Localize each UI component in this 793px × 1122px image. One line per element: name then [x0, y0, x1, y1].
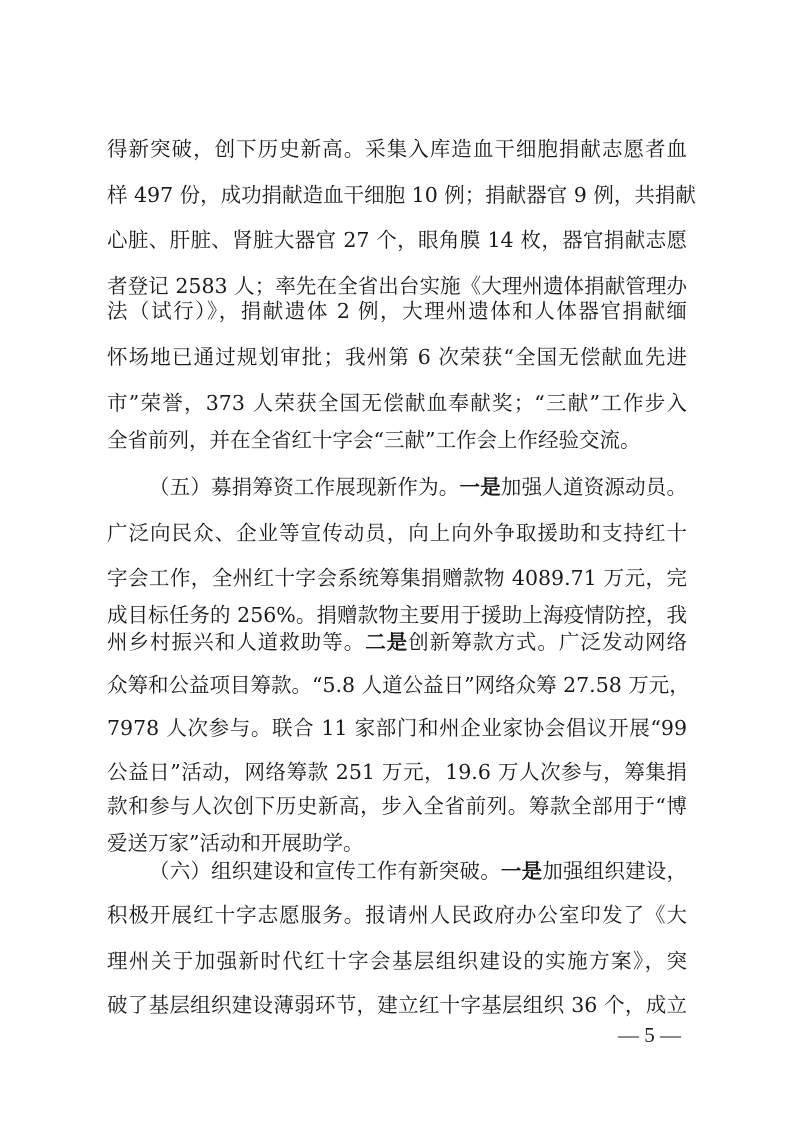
text-line: 得新突破，创下历史新高。采集入库造血干细胞捐献志愿者血 — [107, 137, 687, 161]
emphasis-label: 一是 — [500, 859, 543, 883]
emphasis-label: 一是 — [459, 475, 501, 499]
text-line: 众筹和公益项目筹款。“5.8 人道公益日”网络众筹 27.58 万元， — [107, 673, 690, 697]
text-line: 公益日”活动，网络筹款 251 万元，19.6 万人次参与，筹集捐 — [107, 760, 687, 784]
text-span: 州乡村振兴和人道救助等。 — [107, 630, 366, 654]
text-span: 加强人道资源动员。 — [500, 475, 688, 499]
text-line: 样 497 份，成功捐献造血干细胞 10 例；捐献器官 9 例，共捐献 — [107, 183, 696, 207]
text-line: 破了基层组织建设薄弱环节，建立红十字基层组织 36 个，成立 — [107, 993, 687, 1017]
text-line: 款和参与人次创下历史新高，步入全省前列。筹款全部用于“博 — [107, 794, 687, 818]
text-line: 者登记 2583 人；率先在全省出台实施《大理州遗体捐献管理办 — [107, 274, 687, 298]
section-heading: （六）组织建设和宣传工作有新突破。 — [149, 859, 501, 883]
text-line: 广泛向民众、企业等宣传动员，向上向外争取援助和支持红十 — [107, 521, 687, 545]
paragraph-heading-line — [149, 472, 687, 502]
text-span: 创新筹款方式。广泛发动网络 — [408, 630, 688, 654]
paragraph-heading-line — [149, 856, 687, 886]
text-line: 爱送万家”活动和开展助学。 — [107, 831, 364, 855]
text-line: 市”荣誉，373 人荣获全国无偿献血奉献奖；“三献”工作步入 — [107, 391, 687, 415]
text-line: 积极开展红十字志愿服务。报请州人民政府办公室印发了《大 — [107, 903, 687, 927]
text-span: 加强组织建设， — [542, 859, 688, 883]
text-line: 法（试行）》，捐献遗体 2 例，大理州遗体和人体器官捐献缅 — [107, 299, 687, 323]
section-heading: （五）募捐筹资工作展现新作为。 — [149, 475, 460, 499]
page-number: — 5 — — [618, 1023, 681, 1047]
text-line: 怀场地已通过规划审批；我州第 6 次荣获“全国无偿献血先进 — [107, 345, 687, 369]
text-line: 7978 人次参与。联合 11 家部门和州企业家协会倡议开展“99 — [107, 716, 687, 740]
text-line: 全省前列，并在全省红十字会“三献”工作会上作经验交流。 — [107, 428, 641, 452]
text-line: 理州关于加强新时代红十字会基层组织建设的实施方案》，突 — [107, 949, 687, 973]
emphasis-label: 二是 — [365, 630, 409, 654]
text-line: 心脏、肝脏、肾脏大器官 27 个，眼角膜 14 枚，器官捐献志愿 — [107, 228, 687, 252]
text-line: 成目标任务的 256%。捐赠款物主要用于援助上海疫情防控，我 — [107, 603, 687, 627]
text-line: 字会工作，全州红十字会系统筹集捐赠款物 4089.71 万元，完 — [107, 566, 687, 590]
text-line-mixed — [107, 627, 687, 657]
